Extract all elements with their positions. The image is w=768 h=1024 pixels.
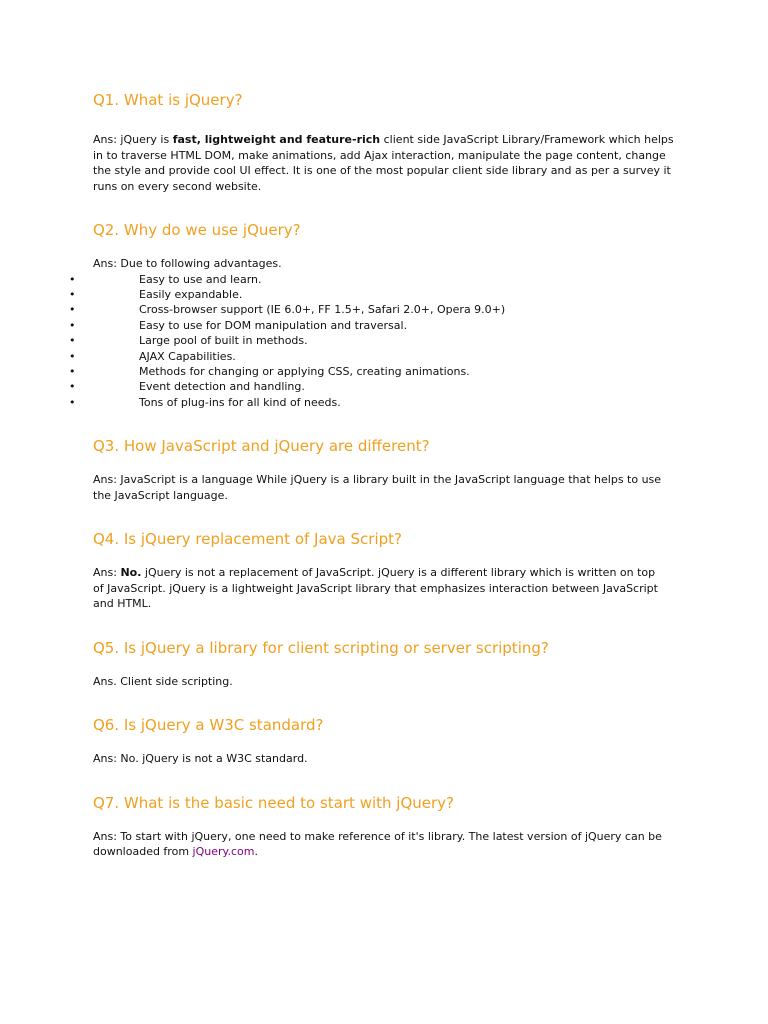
- list-item: • Methods for changing or applying CSS, creating animations.: [69, 364, 470, 378]
- answer-1-text-b: client side JavaScript Library/Framework which helps in to traverse HTML DOM, make animations, add Ajax interaction, manipulate the page content, change the style and provide cool UI effect. It is one of the most popular client side library and as per a survey it runs on every second website.: [93, 133, 674, 193]
- list-item: • Tons of plug-ins for all kind of needs.: [69, 395, 341, 409]
- question-7-heading: Q7. What is the basic need to start with jQuery?: [93, 793, 455, 812]
- list-item: • Large pool of built in methods.: [69, 334, 308, 348]
- bullet: •: [69, 395, 76, 409]
- answer-4: Ans: No. jQuery is not a replacement of JavaScript. jQuery is a different library which is written on top of JavaScript. jQuery is a lightweight JavaScript library that emphasizes interaction between JavaScript and HTML.: [93, 566, 658, 611]
- list-item: • Easy to use and learn.: [69, 272, 262, 286]
- question-5-heading: Q5. Is jQuery a library for client scripting or server scripting?: [93, 638, 549, 657]
- bullet: •: [69, 303, 76, 317]
- bullet: •: [69, 287, 76, 301]
- list-item: • Easily expandable.: [69, 287, 243, 301]
- question-6-heading: Q6. Is jQuery a W3C standard?: [93, 716, 324, 735]
- answer-1-text-a: Ans: jQuery is: [93, 133, 173, 146]
- list-item: • Event detection and handling.: [69, 380, 305, 394]
- answer-4-bold: No.: [120, 566, 142, 580]
- list-item: • Cross-browser support (IE 6.0+, FF 1.5+, Safari 2.0+, Opera 9.0+): [69, 303, 506, 317]
- list-item: • Easy to use for DOM manipulation and traversal.: [69, 318, 408, 332]
- answer-6: Ans: No. jQuery is not a W3C standard.: [93, 752, 308, 766]
- question-2-heading: Q2. Why do we use jQuery?: [93, 221, 301, 239]
- jquery-com-link[interactable]: jQuery.com: [192, 845, 255, 859]
- bullet: •: [69, 318, 76, 332]
- bullet: •: [69, 380, 76, 394]
- list-item: • AJAX Capabilities.: [69, 349, 236, 363]
- question-3-heading: Q3. How JavaScript and jQuery are different?: [93, 437, 430, 456]
- bullet: •: [69, 364, 76, 378]
- bullet: •: [69, 349, 76, 363]
- answer-1-bold: fast, lightweight and feature-rich: [172, 133, 381, 146]
- answer-1: [93, 132, 676, 194]
- answer-5: Ans. Client side scripting.: [93, 674, 233, 688]
- question-1-heading: Q1. What is jQuery?: [93, 91, 243, 109]
- bullet: •: [69, 272, 76, 286]
- answer-3: Ans: JavaScript is a language While jQuery is a library built in the JavaScript language that helps to use the JavaScript language.: [93, 473, 662, 502]
- document-page: [69, 90, 683, 860]
- bullet: •: [69, 334, 76, 348]
- advantages-list: [69, 272, 683, 411]
- answer-2: Ans: Due to following advantages.: [93, 257, 282, 270]
- answer-7: Ans: To start with jQuery, one need to make reference of it's library. The latest version of jQuery can be downloaded from jQuery.com.: [93, 829, 662, 859]
- question-4-heading: Q4. Is jQuery replacement of Java Script?: [93, 530, 402, 549]
